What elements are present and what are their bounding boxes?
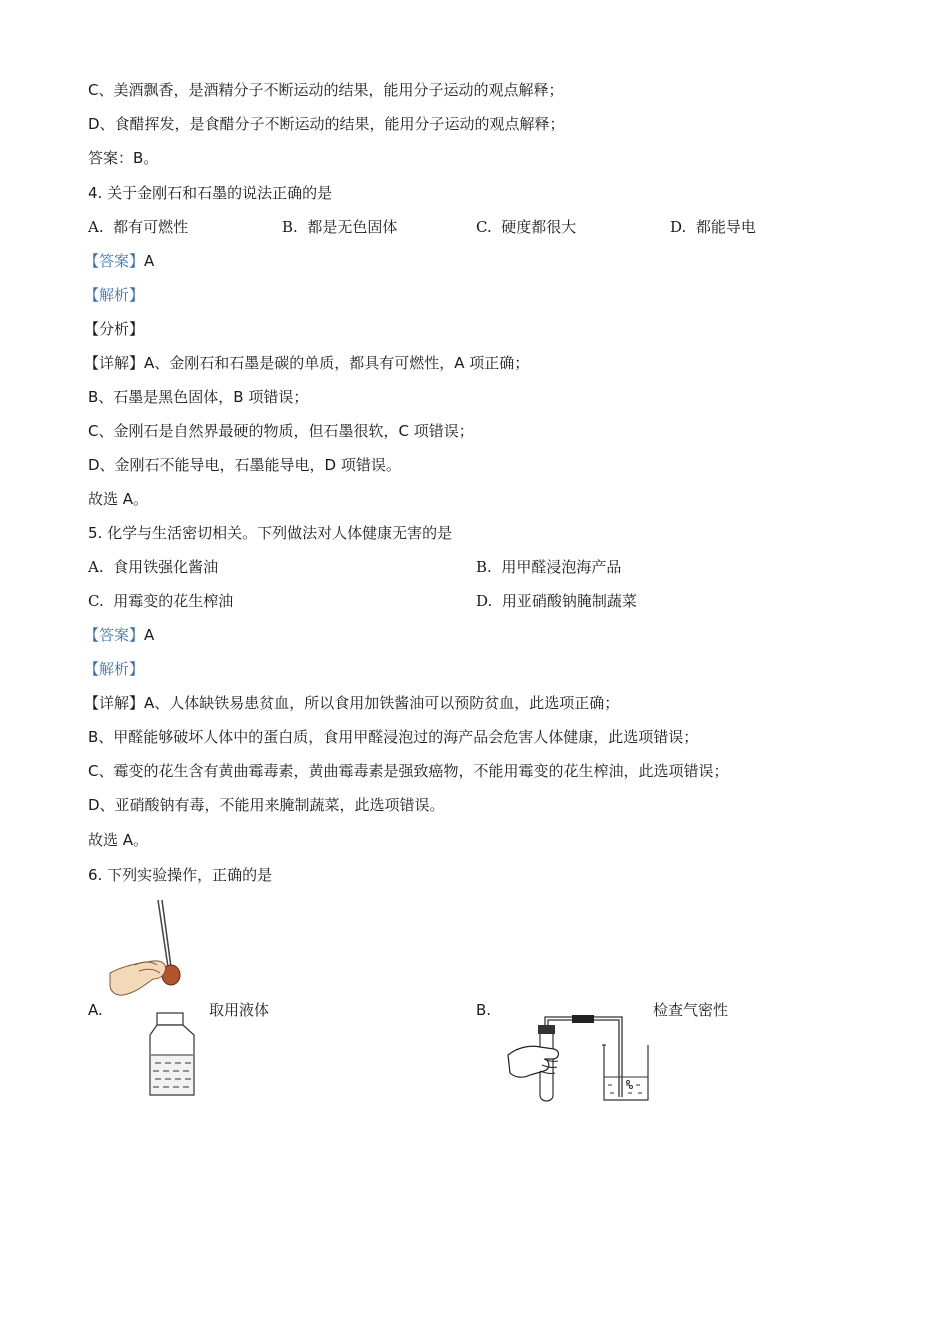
detail-tag: 【详解】 bbox=[84, 694, 145, 712]
option-letter: B. bbox=[282, 218, 298, 236]
q6-option-a-letter: A. bbox=[88, 1001, 103, 1019]
q3-option-c-explanation: C、美酒飘香，是酒精分子不断运动的结果，能用分子运动的观点解释； bbox=[88, 81, 564, 99]
q4-fenxi-tag: 【分析】 bbox=[84, 320, 145, 338]
q4-option-a bbox=[88, 217, 188, 237]
q5-option-d bbox=[476, 591, 637, 611]
answer-value: A bbox=[144, 626, 155, 644]
q5-detail-c: C、霉变的花生含有黄曲霉毒素，黄曲霉毒素是强致癌物，不能用霉变的花生榨油，此选项错误； bbox=[88, 762, 729, 780]
q4-conclusion: 故选 A。 bbox=[88, 490, 149, 508]
option-text: 都有可燃性 bbox=[113, 218, 189, 236]
q3-option-d-explanation: D、食醋挥发，是食醋分子不断运动的结果，能用分子运动的观点解释； bbox=[88, 115, 565, 133]
option-text: 用亚硝酸钠腌制蔬菜 bbox=[501, 592, 637, 610]
q6-stem: 6. 下列实验操作，正确的是 bbox=[88, 866, 273, 884]
option-letter: A. bbox=[88, 218, 104, 236]
q6-option-b-letter: B. bbox=[476, 1001, 492, 1019]
airtightness-check-illustration bbox=[500, 1015, 660, 1110]
q4-analysis-tag: 【解析】 bbox=[84, 286, 145, 304]
dropper-and-bottle-illustration bbox=[105, 895, 205, 1100]
q5-conclusion: 故选 A。 bbox=[88, 831, 149, 849]
q5-option-c bbox=[88, 591, 233, 611]
option-letter: D. bbox=[670, 218, 687, 236]
option-text: 用霉变的花生榨油 bbox=[113, 592, 234, 610]
option-text: 食用铁强化酱油 bbox=[113, 558, 219, 576]
option-text: 都能导电 bbox=[695, 218, 756, 236]
q5-detail-a bbox=[84, 693, 619, 713]
q4-option-b bbox=[282, 217, 397, 237]
option-text: 都是无色固体 bbox=[307, 218, 398, 236]
option-letter: D. bbox=[476, 592, 493, 610]
q4-option-c bbox=[476, 217, 576, 237]
detail-tag: 【详解】 bbox=[84, 354, 145, 372]
q4-detail-d: D、金刚石不能导电，石墨能导电，D 项错误。 bbox=[88, 456, 401, 474]
option-letter: C. bbox=[476, 218, 492, 236]
answer-value: A bbox=[144, 252, 155, 270]
option-letter: B. bbox=[476, 558, 492, 576]
q5-analysis-tag: 【解析】 bbox=[84, 660, 145, 678]
option-letter: A. bbox=[88, 558, 104, 576]
option-text: 硬度都很大 bbox=[501, 218, 577, 236]
option-letter: C. bbox=[88, 592, 104, 610]
option-text: 用甲醛浸泡海产品 bbox=[501, 558, 622, 576]
q6-option-b-caption: 检查气密性 bbox=[653, 1001, 729, 1019]
q5-detail-b: B、甲醛能够破坏人体中的蛋白质，食用甲醛浸泡过的海产品会危害人体健康，此选项错误； bbox=[88, 728, 699, 746]
q4-detail-a bbox=[84, 353, 529, 373]
q4-answer bbox=[84, 251, 154, 271]
q5-option-b bbox=[476, 557, 621, 577]
q3-answer: 答案：B。 bbox=[88, 149, 159, 167]
answer-tag: 【答案】 bbox=[84, 626, 145, 644]
answer-tag: 【答案】 bbox=[84, 252, 145, 270]
q4-detail-b: B、石墨是黑色固体，B 项错误； bbox=[88, 388, 309, 406]
q4-detail-c: C、金刚石是自然界最硬的物质，但石墨很软，C 项错误； bbox=[88, 422, 474, 440]
q4-option-d bbox=[670, 217, 756, 237]
q5-option-a bbox=[88, 557, 218, 577]
q5-answer bbox=[84, 625, 154, 645]
detail-text: A、金刚石和石墨是碳的单质，都具有可燃性，A 项正确； bbox=[144, 354, 530, 372]
q5-detail-d: D、亚硝酸钠有毒，不能用来腌制蔬菜，此选项错误。 bbox=[88, 796, 445, 814]
q4-stem: 4. 关于金刚石和石墨的说法正确的是 bbox=[88, 184, 333, 202]
q6-option-a-caption: 取用液体 bbox=[209, 1001, 270, 1019]
detail-text: A、人体缺铁易患贫血，所以食用加铁酱油可以预防贫血，此选项正确； bbox=[144, 694, 620, 712]
q5-stem: 5. 化学与生活密切相关。下列做法对人体健康无害的是 bbox=[88, 524, 453, 542]
